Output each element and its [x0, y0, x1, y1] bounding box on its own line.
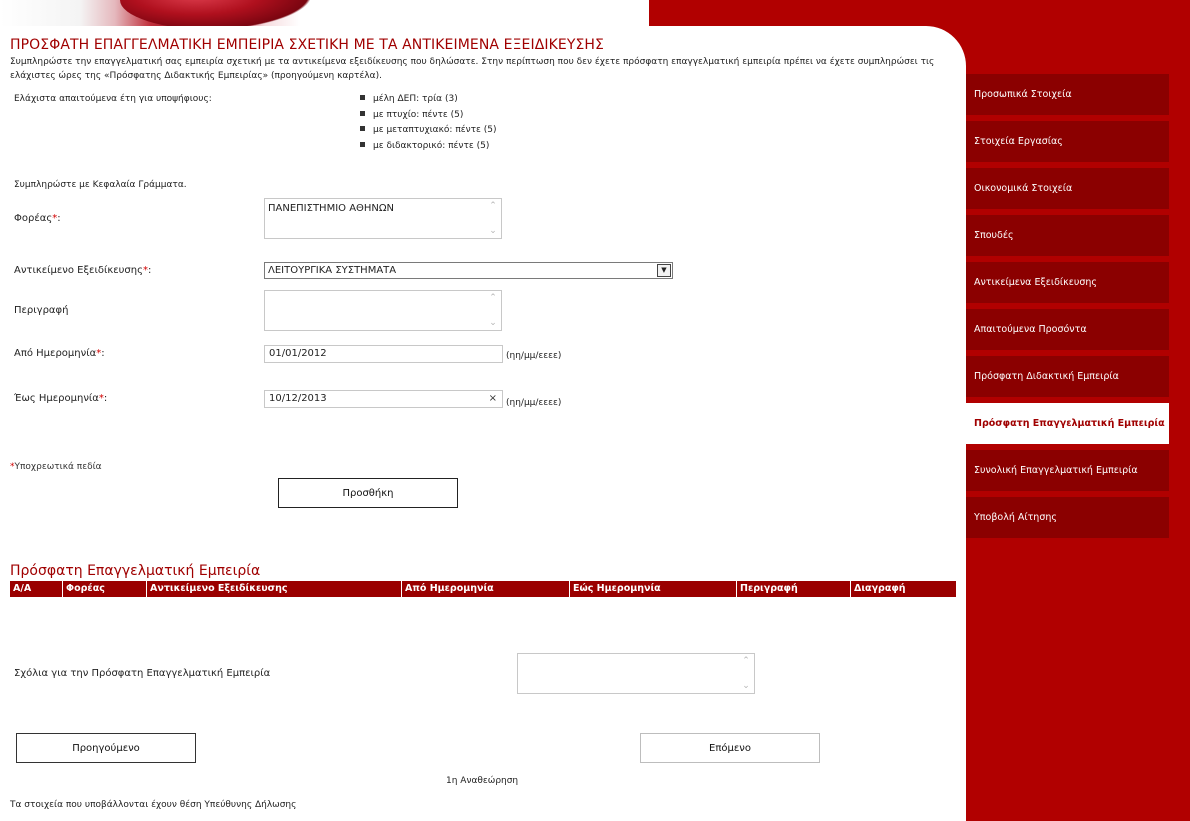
sidebar-item-employment[interactable]: Στοιχεία Εργασίας: [966, 121, 1169, 162]
requirement-item: με διδακτορικό: πέντε (5): [360, 139, 497, 155]
requirement-item: με μεταπτυχιακό: πέντε (5): [360, 123, 497, 139]
antikeimeno-label-text: Αντικείμενο Εξειδίκευσης: [14, 265, 143, 276]
apo-date-value: 01/01/2012: [269, 348, 327, 359]
antikeimeno-select[interactable]: [264, 262, 673, 279]
add-button[interactable]: Προσθήκη: [278, 478, 458, 508]
column-header[interactable]: Περιγραφή: [736, 581, 850, 597]
required-marker: *: [52, 213, 58, 224]
eos-date-format: (ηη/μμ/εεεε): [506, 398, 562, 408]
scroll-down-icon[interactable]: ⌄: [489, 226, 497, 236]
comments-scrollbar[interactable]: [739, 655, 753, 692]
table-header: [10, 581, 956, 597]
comments-label: Σχόλια για την Πρόσφατη Επαγγελματική Εμπειρία: [14, 668, 271, 679]
eos-date-value: 10/12/2013: [269, 393, 327, 404]
foreas-textarea[interactable]: [264, 198, 502, 239]
apo-date-format: (ηη/μμ/εεεε): [506, 351, 562, 361]
required-marker: *: [96, 348, 102, 359]
sidebar-item-teaching-experience[interactable]: Πρόσφατη Διδακτική Εμπειρία: [966, 356, 1169, 397]
perigrafi-label: Περιγραφή: [14, 305, 69, 316]
perigrafi-textarea[interactable]: [264, 290, 502, 331]
foreas-scrollbar[interactable]: [486, 200, 500, 237]
apo-label-text: Από Ημερομηνία: [14, 348, 97, 359]
scroll-down-icon[interactable]: ⌄: [489, 318, 497, 328]
requirements-list: [360, 92, 497, 154]
scroll-up-icon[interactable]: ⌃: [489, 293, 497, 303]
foreas-value: ΠΑΝΕΠΙΣΤΗΜΙΟ ΑΘΗΝΩΝ: [268, 203, 395, 214]
foreas-label-text: Φορέας: [14, 213, 53, 224]
scroll-down-icon[interactable]: ⌄: [742, 681, 750, 691]
sidebar-item-submit[interactable]: Υποβολή Αίτησης: [966, 497, 1169, 538]
sidebar-item-studies[interactable]: Σπουδές: [966, 215, 1169, 256]
antikeimeno-label: Αντικείμενο Εξειδίκευσης*:: [14, 265, 152, 276]
apo-label: Από Ημερομηνία*:: [14, 348, 105, 359]
revision-text: 1η Αναθεώρηση: [446, 776, 519, 786]
antikeimeno-selected: ΛΕΙΤΟΥΡΓΙΚΑ ΣΥΣΤΗΜΑΤΑ: [268, 265, 397, 276]
column-header[interactable]: Αντικείμενο Εξειδίκευσης: [146, 581, 401, 597]
column-header[interactable]: Α/Α: [13, 583, 32, 594]
eos-label: Έως Ημερομηνία*:: [14, 393, 108, 404]
column-header[interactable]: Φορέας: [62, 581, 146, 597]
caps-note: Συμπληρώστε με Κεφαλαία Γράμματα.: [14, 180, 187, 190]
perigrafi-scrollbar[interactable]: [486, 292, 500, 329]
close-icon[interactable]: ×: [488, 393, 497, 404]
declaration-note: Τα στοιχεία που υποβάλλονται έχουν θέση Υπεύθυνης Δήλωσης: [10, 800, 297, 810]
scroll-up-icon[interactable]: ⌃: [489, 201, 497, 211]
sidebar-item-specialization[interactable]: Αντικείμενα Εξειδίκευσης: [966, 262, 1169, 303]
eos-label-text: Έως Ημερομηνία: [14, 393, 99, 404]
column-header[interactable]: Εώς Ημερομηνία: [569, 581, 736, 597]
required-marker: *: [142, 265, 148, 276]
requirements-label: Ελάχιστα απαιτούμενα έτη για υποψήφιους:: [14, 94, 212, 104]
previous-button[interactable]: Προηγούμενο: [16, 733, 196, 763]
required-marker: *: [98, 393, 104, 404]
sidebar-item-professional-experience[interactable]: Πρόσφατη Επαγγελματική Εμπειρία: [966, 403, 1169, 444]
sidebar-item-financial[interactable]: Οικονομικά Στοιχεία: [966, 168, 1169, 209]
required-marker: *: [10, 462, 15, 472]
chevron-down-icon[interactable]: ▼: [657, 264, 671, 277]
header-banner: [0, 0, 650, 26]
column-header[interactable]: Από Ημερομηνία: [401, 581, 569, 597]
required-fields-note: [10, 462, 102, 472]
column-header[interactable]: Διαγραφή: [850, 581, 956, 597]
scroll-up-icon[interactable]: ⌃: [742, 656, 750, 666]
flower-graphic: [120, 0, 310, 26]
requirement-item: με πτυχίο: πέντε (5): [360, 108, 497, 124]
intro-text: Συμπληρώστε την επαγγελματική σας εμπειρία σχετική με τα αντικείμενα εξειδίκευσης που δηλώσατε. Στην περίπτωση που δεν έχετε πρόσφατη επαγγελματική εμπειρία πρέπει να έχετε συμπληρώσει τις ελάχιστες ώρες της «Πρόσφατης Διδακτικής Εμπειρίας» (προηγούμενη καρτέλα).: [10, 57, 935, 81]
next-button[interactable]: Επόμενο: [640, 733, 820, 763]
required-note-text: Υποχρεωτικά πεδία: [14, 462, 102, 472]
eos-date-input[interactable]: [264, 390, 503, 408]
sidebar-item-personal[interactable]: Προσωπικά Στοιχεία: [966, 74, 1169, 115]
sidebar-item-total-experience[interactable]: Συνολική Επαγγελματική Εμπειρία: [966, 450, 1169, 491]
apo-date-input[interactable]: [264, 345, 503, 363]
foreas-label: Φορέας*:: [14, 213, 61, 224]
requirement-item: μέλη ΔΕΠ: τρία (3): [360, 92, 497, 108]
page-title: ΠΡΟΣΦΑΤΗ ΕΠΑΓΓΕΛΜΑΤΙΚΗ ΕΜΠΕΙΡΙΑ ΣΧΕΤΙΚΗ ΜΕ ΤΑ ΑΝΤΙΚΕΙΜΕΝΑ ΕΞΕΙΔΙΚΕΥΣΗΣ: [10, 37, 605, 53]
comments-textarea[interactable]: [517, 653, 755, 694]
sidebar-item-qualifications[interactable]: Απαιτούμενα Προσόντα: [966, 309, 1169, 350]
section-title: Πρόσφατη Επαγγελματική Εμπειρία: [10, 563, 261, 579]
